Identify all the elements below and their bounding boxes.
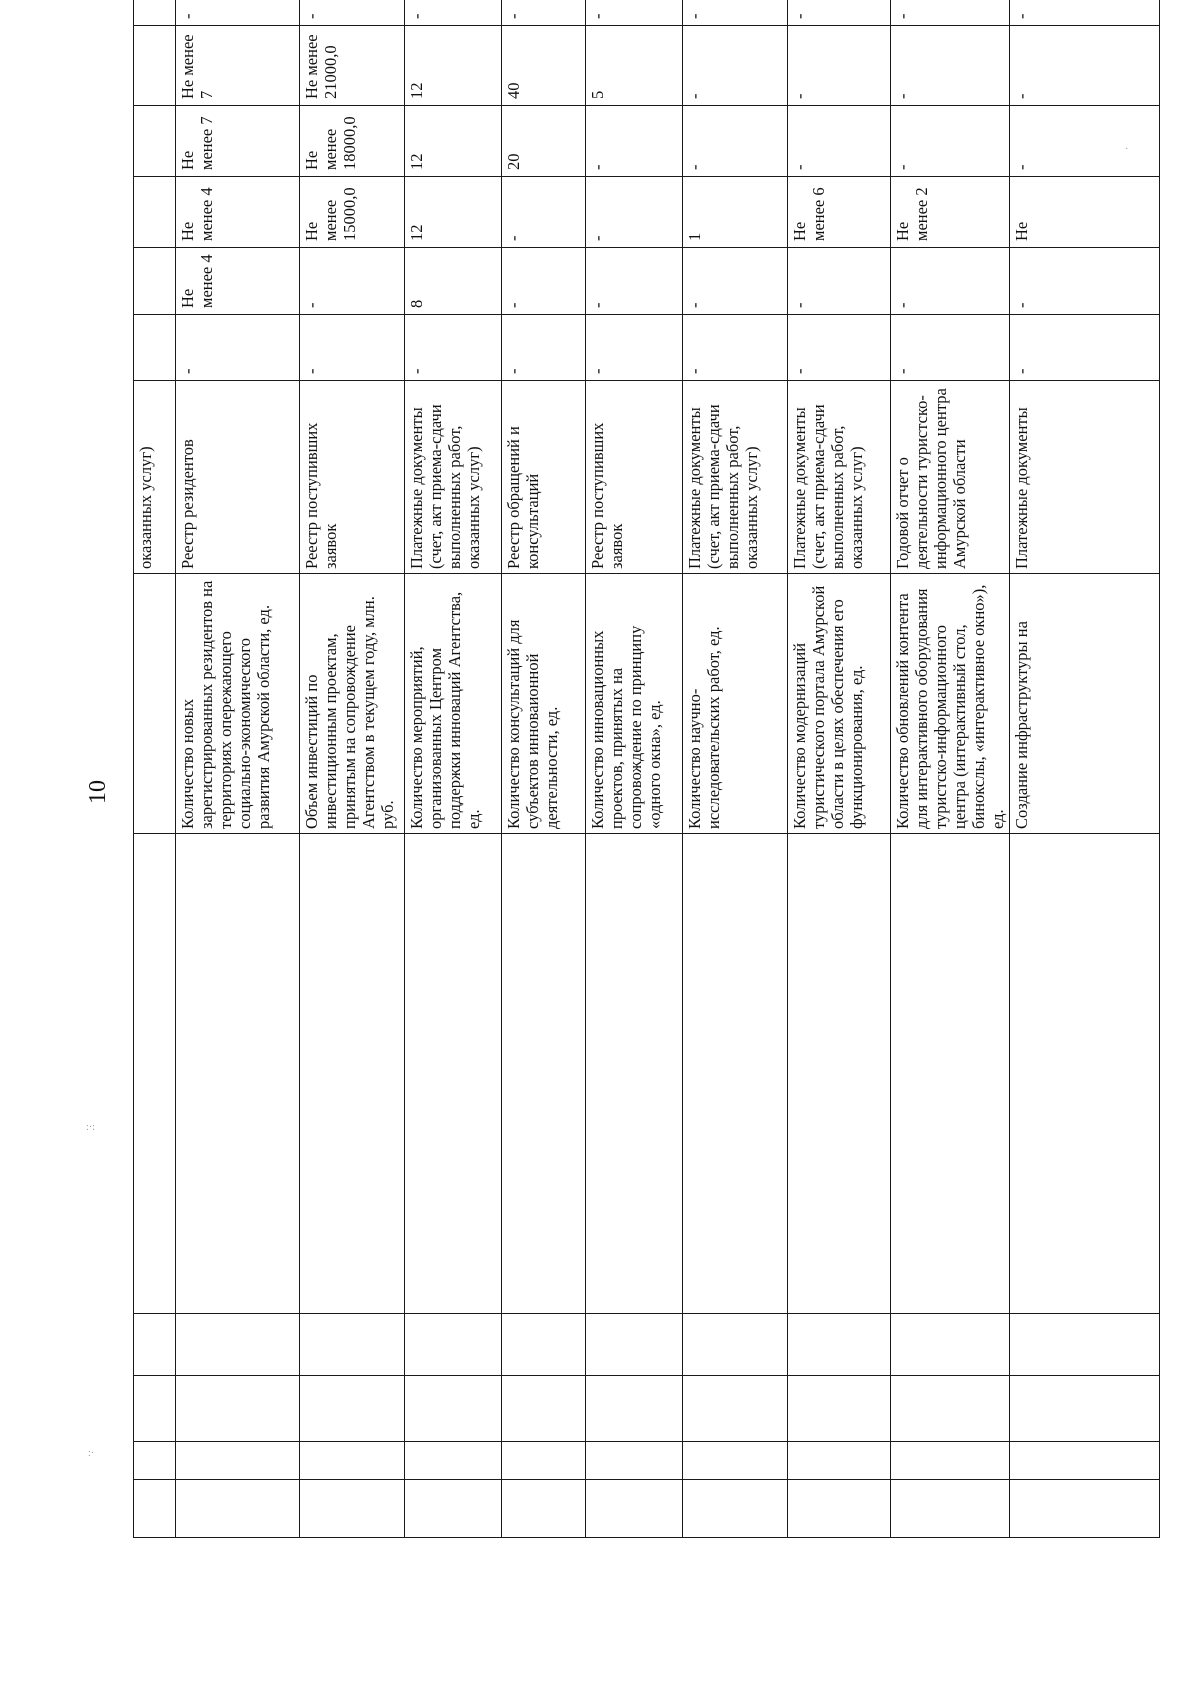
value-cell: - xyxy=(891,106,1010,177)
value-cell: 12 xyxy=(405,177,502,248)
value-cell: Не менее 21000,0 xyxy=(300,26,405,106)
value-cell: 5 xyxy=(586,26,683,106)
value-cell: - xyxy=(586,315,683,381)
indicator-cell: Создание инфраструктуры на xyxy=(1010,574,1160,834)
value-cell: Не менее 4 xyxy=(176,177,300,248)
value-cell: - xyxy=(502,0,586,26)
continuation-label: оказанных услуг) xyxy=(134,381,176,574)
value-cell: - xyxy=(502,315,586,381)
value-cell: Не менее 18000,0 xyxy=(300,106,405,177)
indicator-cell: Объем инвестиций по инвестиционным проектам, принятым на сопровождение Агентством в текущем году, млн. руб. xyxy=(300,574,405,834)
table-row xyxy=(300,0,405,1538)
value-cell: - xyxy=(176,0,300,26)
value-cell: 12 xyxy=(405,106,502,177)
value-cell: - xyxy=(300,248,405,315)
rotated-table-wrapper xyxy=(133,13,1087,1538)
value-cell: - xyxy=(683,315,788,381)
value-cell: - xyxy=(1010,248,1160,315)
indicator-cell: Количество новых зарегистрированных резидентов на территориях опережающего социально-экономического развития Амурской области, ед. xyxy=(176,574,300,834)
source-cell: Реестр поступивших заявок xyxy=(586,381,683,574)
value-cell: - xyxy=(683,26,788,106)
table-row xyxy=(586,0,683,1538)
source-cell: Реестр поступивших заявок xyxy=(300,381,405,574)
value-cell: - xyxy=(891,315,1010,381)
value-cell: - xyxy=(300,0,405,26)
table-row xyxy=(1010,0,1160,1538)
page-number: 10 xyxy=(85,780,111,804)
value-cell: - xyxy=(891,248,1010,315)
value-cell: - xyxy=(502,177,586,248)
value-cell: - xyxy=(502,248,586,315)
source-cell: Платежные документы (счет, акт приема-сдачи выполненных работ, оказанных услуг) xyxy=(405,381,502,574)
indicator-cell: Количество консультаций для субъектов инноваионной деятельности, ед. xyxy=(502,574,586,834)
table-row xyxy=(405,0,502,1538)
value-cell: - xyxy=(683,106,788,177)
table-row xyxy=(683,0,788,1538)
source-cell: Платежные документы (счет, акт приема-сдачи выполненных работ, оказанных услуг) xyxy=(683,381,788,574)
value-cell: 12 xyxy=(405,26,502,106)
source-cell: Платежные документы xyxy=(1010,381,1160,574)
value-cell: - xyxy=(1010,106,1160,177)
value-cell: - xyxy=(1010,0,1160,26)
value-cell: - xyxy=(405,315,502,381)
value-cell: - xyxy=(683,0,788,26)
value-cell: - xyxy=(586,177,683,248)
value-cell: 1 xyxy=(683,177,788,248)
value-cell: - xyxy=(891,0,1010,26)
value-cell: - xyxy=(788,248,891,315)
indicator-cell: Количество инновационных проектов, принятых на сопровождение по принципу «одного окна», ед. xyxy=(586,574,683,834)
table-row xyxy=(176,0,300,1538)
table-row xyxy=(502,0,586,1538)
value-cell: - xyxy=(300,315,405,381)
value-cell: 40 xyxy=(502,26,586,106)
value-cell: - xyxy=(683,248,788,315)
value-cell: Не менее 2 xyxy=(891,177,1010,248)
table-row-continuation xyxy=(134,0,176,1538)
value-cell: - xyxy=(788,315,891,381)
scan-speck: :· xyxy=(88,1448,95,1459)
value-cell: 20 xyxy=(502,106,586,177)
scan-speck: :·: xyxy=(86,1122,95,1133)
value-cell: - xyxy=(1010,315,1160,381)
table-row xyxy=(891,0,1010,1538)
value-cell: 8 xyxy=(405,248,502,315)
value-cell: Не менее 15000,0 xyxy=(300,177,405,248)
indicators-table xyxy=(133,0,1160,1538)
value-cell: Не менее 7 xyxy=(176,26,300,106)
value-cell: - xyxy=(405,0,502,26)
value-cell: Не менее 7 xyxy=(176,106,300,177)
source-cell: Платежные документы (счет, акт приема-сдачи выполненных работ, оказанных услуг) xyxy=(788,381,891,574)
value-cell: - xyxy=(586,248,683,315)
value-cell: - xyxy=(788,26,891,106)
value-cell: - xyxy=(1010,26,1160,106)
indicator-cell: Количество обновлений контента для интерактивного оборудования туристско-информационного центра (интерактивный стол, бинокслы, «интерактивное окно»), ед. xyxy=(891,574,1010,834)
indicator-cell: Количество научно-исследовательских работ, ед. xyxy=(683,574,788,834)
value-cell: - xyxy=(788,106,891,177)
source-cell: Годовой отчет о деятельности туристско-информационного центра Амурской области xyxy=(891,381,1010,574)
value-cell: - xyxy=(891,26,1010,106)
source-cell: Реестр резидентов xyxy=(176,381,300,574)
source-cell: Реестр обращений и консультаций xyxy=(502,381,586,574)
table-row xyxy=(788,0,891,1538)
value-cell: - xyxy=(586,0,683,26)
value-cell: Не xyxy=(1010,177,1160,248)
value-cell: Не менее 6 xyxy=(788,177,891,248)
indicator-cell: Количество модернизаций туристического портала Амурской области в целях обеспечения его функционирования, ед. xyxy=(788,574,891,834)
value-cell: - xyxy=(176,315,300,381)
value-cell: - xyxy=(586,106,683,177)
value-cell: Не менее 4 xyxy=(176,248,300,315)
indicator-cell: Количество мероприятий, организованных Центром поддержки инноваций Агентства, ед. xyxy=(405,574,502,834)
scan-speck: · xyxy=(1125,144,1129,155)
value-cell: - xyxy=(788,0,891,26)
